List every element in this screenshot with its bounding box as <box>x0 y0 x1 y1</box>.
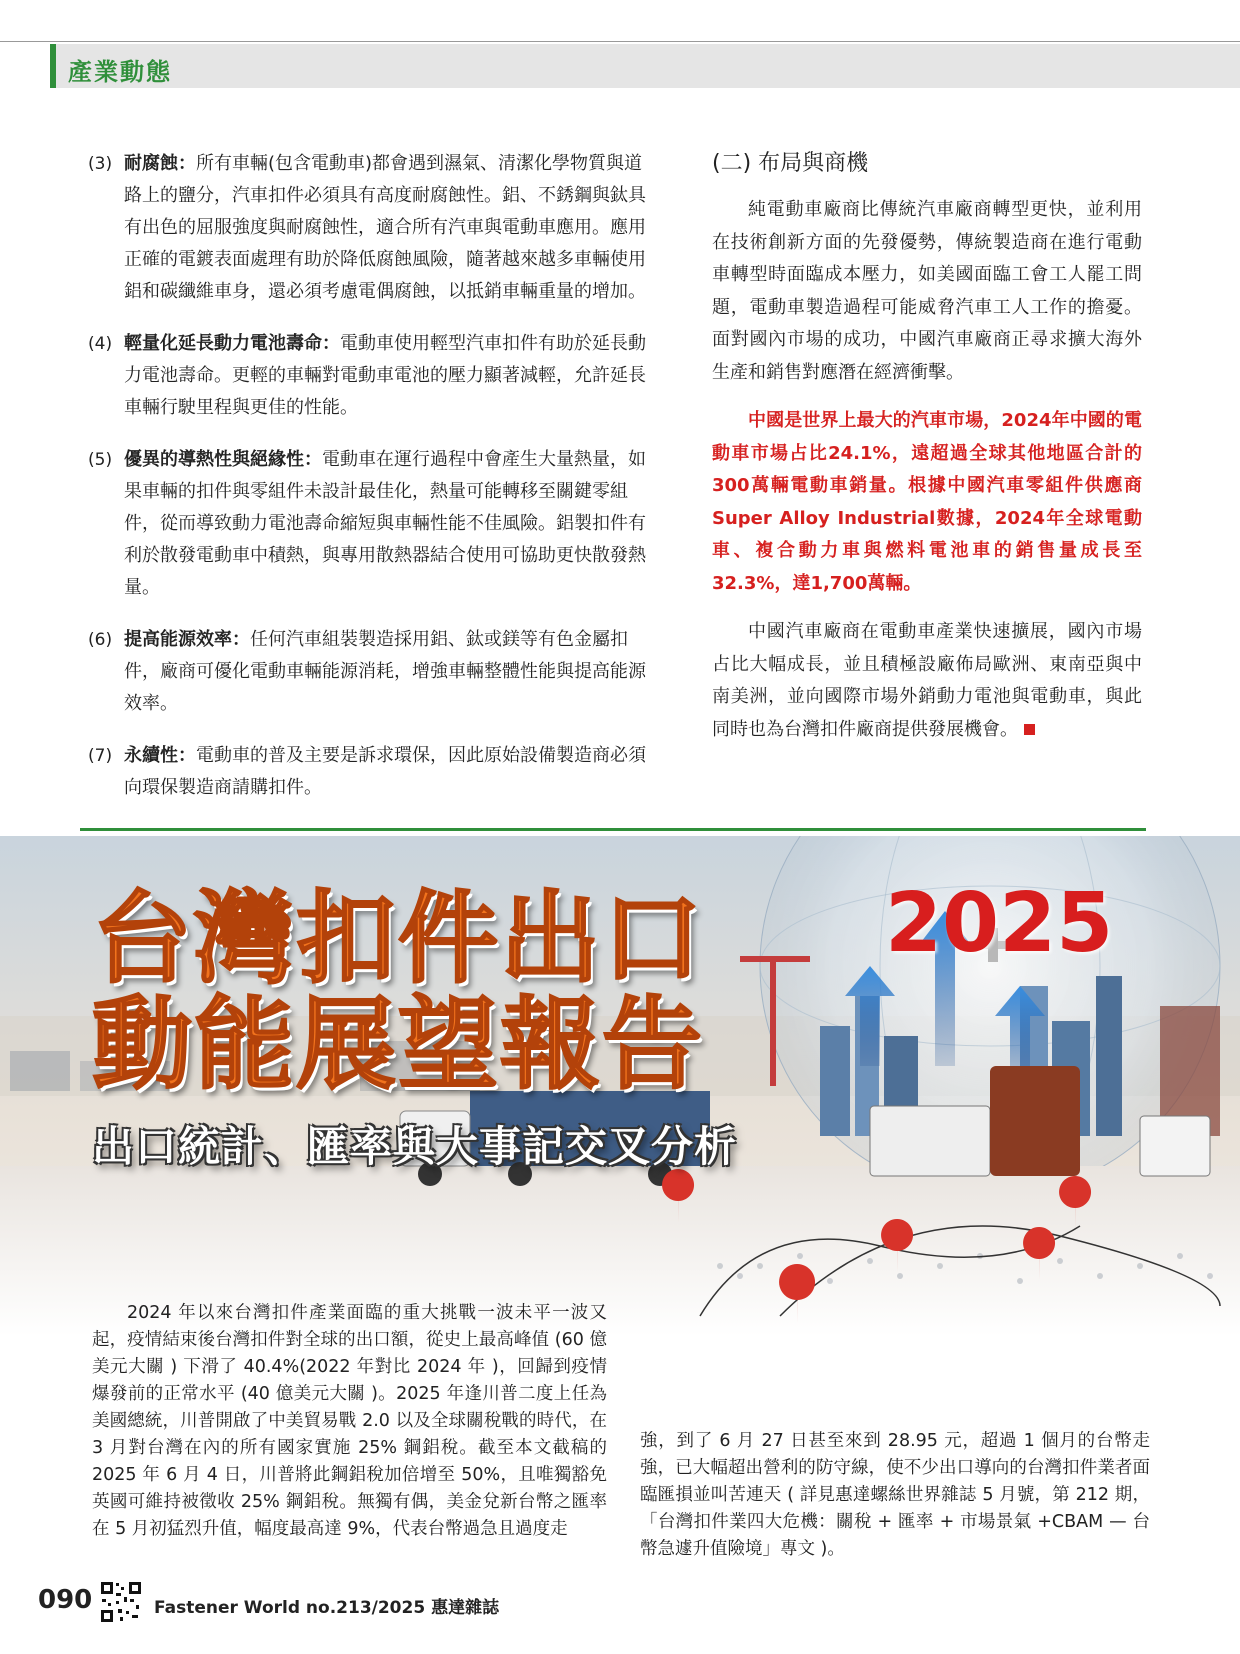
subsection-heading: (二) 布局與商機 <box>712 151 869 176</box>
paragraph: 純電動車廠商比傳統汽車廠商轉型更快，並利用在技術創新方面的先發優勢，傳統製造商在進行電動車轉型時面臨成本壓力，如美國面臨工會工人罷工問題，電動車製造過程可能威脅汽車工人工作的擔憂。面對國內市場的成功，中國汽車廠商正尋求擴大海外生產和銷售對應潛在經濟衝擊。 <box>712 199 1142 383</box>
paragraph-text: 中國汽車廠商在電動車產業快速擴展，國內市場占比大幅成長，並且積極設廠佈局歐洲、東南亞與中南美洲，並向國際市場外銷動力電池與電動車，與此同時也為台灣扣件廠商提供發展機會。 <box>712 621 1142 740</box>
end-mark-icon <box>1024 724 1035 735</box>
banner-title-line-2: 動能展望報告 <box>92 986 704 1103</box>
item-text: 所有車輛(包含電動車)都會遇到濕氣、清潔化學物質與道路上的鹽分，汽車扣件必須具有高度耐腐蝕性。鋁、不銹鋼與鈦具有出色的屈服強度與耐腐蝕性，適合所有汽車與電動車應用。應用正確的電鍍表面處理有助於降低腐蝕風險，隨著越來越多車輛使用鋁和碳纖維車身，還必須考慮電偶腐蝕，以抵銷車輛重量的增加。 <box>124 153 646 302</box>
left-column <box>88 148 658 824</box>
item-heading: 輕量化延長動力電池壽命： <box>124 333 340 354</box>
banner-subtitle: 出口統計、匯率與大事記交叉分析 <box>92 1122 738 1171</box>
item-heading: 永續性： <box>124 745 196 766</box>
article-body-right: 強，到了 6 月 27 日甚至來到 28.95 元，超過 1 個月的台幣走強，已大幅超出營利的防守線，使不少出口導向的台灣扣件業者面臨匯損並叫苦連天 ( 詳見惠達螺絲世界雜誌 5 月號，第 212 期，「台灣扣件業四大危機：關稅 + 匯率 + 市場景氣 +CBAM — 台幣急遽升值險境」專文 )。 <box>640 1431 1150 1559</box>
item-number: (5) <box>88 450 113 470</box>
item-number: (6) <box>88 630 113 650</box>
item-heading: 耐腐蝕： <box>124 153 196 174</box>
banner-year: 2025 <box>885 876 1114 971</box>
list-item <box>88 328 658 424</box>
section-header <box>50 44 1240 88</box>
article-banner <box>0 836 1240 1336</box>
magazine-name: Fastener World no.213/2025 惠達雜誌 <box>154 1598 500 1618</box>
right-column <box>712 148 1142 762</box>
item-number: (3) <box>88 154 113 174</box>
item-number: (7) <box>88 746 113 766</box>
page-number: 090 <box>38 1585 93 1615</box>
paragraph-final <box>712 616 1142 746</box>
section-title: 產業動態 <box>68 58 172 86</box>
item-text: 任何汽車組裝製造採用鋁、鈦或鎂等有色金屬扣件，廠商可優化電動車輛能源消耗，增強車輛整體性能與提高能源效率。 <box>124 629 646 714</box>
item-heading: 提高能源效率： <box>124 629 250 650</box>
item-text: 電動車在運行過程中會產生大量熱量，如果車輛的扣件與零組件未設計最佳化，熱量可能轉移至關鍵零組件，從而導致動力電池壽命縮短與車輛性能不佳風險。鋁製扣件有利於散發電動車中積熱，與專用散熱器結合使用可協助更快散發熱量。 <box>124 449 646 598</box>
highlight-paragraph: 中國是世界上最大的汽車市場，2024年中國的電動車市場占比24.1%，遠超過全球其他地區合計的300萬輛電動車銷量。根據中國汽車零組件供應商Super Alloy Industrial數據，2024年全球電動車、複合動力車與燃料電池車的銷售量成長至32.3%，達1,700萬輛。 <box>712 410 1142 594</box>
item-text: 電動車使用輕型汽車扣件有助於延長動力電池壽命。更輕的車輛對電動車電池的壓力顯著減輕，允許延長車輛行駛里程與更佳的性能。 <box>124 333 646 418</box>
item-heading: 優異的導熱性與絕緣性： <box>124 449 322 470</box>
divider <box>80 828 1146 831</box>
qr-code-icon[interactable] <box>100 1581 142 1623</box>
list-item <box>88 148 658 308</box>
item-text: 電動車的普及主要是訴求環保，因此原始設備製造商必須向環保製造商請購扣件。 <box>124 745 646 798</box>
banner-title-line-1: 台灣扣件出口 <box>92 880 704 997</box>
item-number: (4) <box>88 334 113 354</box>
list-item <box>88 624 658 720</box>
article-body-left: 2024 年以來台灣扣件產業面臨的重大挑戰一波未平一波又起，疫情結束後台灣扣件對全球的出口額，從史上最高峰值 (60 億美元大關 ) 下滑了 40.4%(2022 年對比 2024 年 )，回歸到疫情爆發前的正常水平 (40 億美元大關 )。2025 年逢川普二度上任為美國總統，川普開啟了中美貿易戰 2.0 以及全球關稅戰的時代，在 3 月對台灣在內的所有國家實施 25% 鋼鋁稅。截至本文截稿的 2025 年 6 月 4 日，川普將此鋼鋁稅加倍增至 50%，且唯獨豁免英國可維持被徵收 25% 鋼鋁稅。無獨有偶，美金兌新台幣之匯率在 5 月初猛烈升值，幅度最高達 9%，代表台幣過急且過度走 <box>92 1303 607 1539</box>
list-item <box>88 740 658 804</box>
page-footer <box>38 1585 738 1627</box>
list-item <box>88 444 658 604</box>
top-rule <box>0 41 1240 42</box>
